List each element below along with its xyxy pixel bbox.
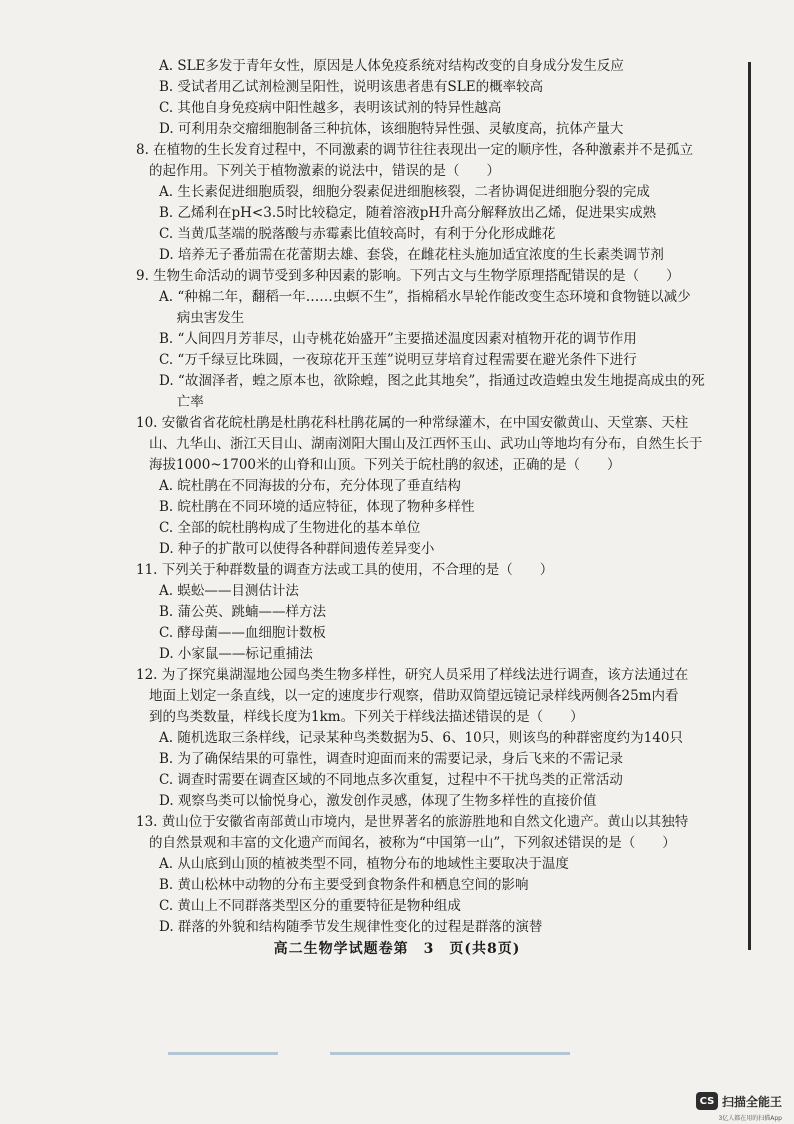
answer-option: C. 当黄瓜茎端的脱落酸与赤霉素比值较高时，有利于分化形成雌花 bbox=[159, 226, 556, 242]
answer-option: D. 观察鸟类可以愉悦身心，激发创作灵感，体现了生物多样性的直接价值 bbox=[159, 793, 597, 809]
question-text-continued: 地面上划定一条直线，以一定的速度步行观察，借助双筒望远镜记录样线两侧各25m内看 bbox=[149, 688, 679, 704]
answer-option: 亡率 bbox=[159, 394, 204, 410]
answer-option: D. 小家鼠——标记重捕法 bbox=[159, 646, 313, 662]
question-stem: 10. 安徽省省花皖杜鹃是杜鹃花科杜鹃花属的一种常绿灌木，在中国安徽黄山、天堂寨、天柱 bbox=[136, 415, 689, 431]
answer-option: D. “故涸泽者，蝗之原本也，欲除蝗，图之此其地矣”，指通过改造蝗虫发生地提高成虫的死 bbox=[159, 373, 705, 389]
scanner-watermark bbox=[696, 1092, 782, 1110]
answer-option: D. 种子的扩散可以使得各种群间遗传差异变小 bbox=[159, 541, 435, 557]
answer-option: A. 从山底到山顶的植被类型不同，植物分布的地域性主要取决于温度 bbox=[159, 856, 569, 872]
answer-option: A. 蜈蚣——目测估计法 bbox=[159, 583, 299, 599]
answer-option: B. 乙烯利在pH<3.5时比较稳定，随着溶液pH升高分解释放出乙烯，促进果实成熟 bbox=[159, 205, 657, 221]
answer-option: C. 酵母菌——血细胞计数板 bbox=[159, 625, 326, 641]
answer-option: A. 皖杜鹃在不同海拔的分布，充分体现了垂直结构 bbox=[159, 478, 461, 494]
answer-option: C. 黄山上不同群落类型区分的重要特征是物种组成 bbox=[159, 898, 461, 914]
answer-option: A. 生长素促进细胞质裂，细胞分裂素促进细胞核裂，二者协调促进细胞分裂的完成 bbox=[159, 184, 650, 200]
question-stem: 11. 下列关于种群数量的调查方法或工具的使用，不合理的是（ ） bbox=[136, 562, 554, 578]
watermark-title: 扫描全能王 bbox=[721, 1094, 782, 1109]
answer-option: B. 为了确保结果的可靠性，调查时迎面而来的需要记录，身后飞来的不需记录 bbox=[159, 751, 624, 767]
question-text-continued: 到的鸟类数量，样线长度为1km。下列关于样线法描述错误的是（ ） bbox=[149, 709, 584, 725]
answer-option: C. 全部的皖杜鹃构成了生物进化的基本单位 bbox=[159, 520, 421, 536]
page-footer: 高二生物学试题卷第 3 页(共8页) bbox=[273, 941, 521, 957]
answer-option: B. 蒲公英、跳蝻——样方法 bbox=[159, 604, 327, 620]
question-text-continued: 山、九华山、浙江天目山、湖南浏阳大围山及江西怀玉山、武功山等地均有分布，自然生长于 bbox=[149, 436, 703, 452]
question-stem: 13. 黄山位于安徽省南部黄山市境内，是世界著名的旅游胜地和自然文化遗产。黄山以其独特 bbox=[136, 814, 689, 830]
question-text-continued: 的自然景观和丰富的文化遗产而闻名，被称为“中国第一山”，下列叙述错误的是（ ） bbox=[149, 835, 676, 851]
camscanner-logo-icon: CS bbox=[696, 1092, 718, 1110]
answer-option: A. “种棉二年，翻稻一年……虫螟不生”，指棉稻水旱轮作能改变生态环境和食物链以减少 bbox=[159, 289, 691, 305]
answer-option: D. 培养无子番茄需在花蕾期去雄、套袋，在雌花柱头施加适宜浓度的生长素类调节剂 bbox=[159, 247, 664, 263]
question-text-continued: 的起作用。下列关于植物激素的说法中，错误的是（ ） bbox=[149, 163, 500, 179]
scan-artifact bbox=[168, 1052, 278, 1055]
answer-option: B. 皖杜鹃在不同环境的适应特征，体现了物种多样性 bbox=[159, 499, 475, 515]
answer-option: C. 其他自身免疫病中阳性越多，表明该试剂的特异性越高 bbox=[159, 100, 502, 116]
answer-option: D. 群落的外貌和结构随季节发生规律性变化的过程是群落的演替 bbox=[159, 919, 543, 935]
question-stem: 8. 在植物的生长发育过程中，不同激素的调节往往表现出一定的顺序性，各种激素并不是孤立 bbox=[136, 142, 694, 158]
question-stem: 12. 为了探究巢湖湿地公园鸟类生物多样性，研究人员采用了样线法进行调查，该方法通过在 bbox=[136, 667, 689, 683]
question-content bbox=[136, 56, 742, 938]
answer-option: B. 受试者用乙试剂检测呈阳性，说明该患者患有SLE的概率较高 bbox=[159, 79, 544, 95]
answer-option: A. 随机选取三条样线，记录某种鸟类数据为5、6、10只，则该鸟的种群密度约为140只 bbox=[159, 730, 683, 746]
answer-option: A. SLE多发于青年女性，原因是人体免疫系统对结构改变的自身成分发生反应 bbox=[159, 58, 624, 74]
answer-option: C. 调查时需要在调查区域的不同地点多次重复，过程中不干扰鸟类的正常活动 bbox=[159, 772, 623, 788]
answer-option: D. 可利用杂交瘤细胞制备三种抗体，该细胞特异性强、灵敏度高，抗体产量大 bbox=[159, 121, 624, 137]
watermark-subtitle: 3亿人都在用的扫描App bbox=[718, 1115, 782, 1122]
answer-option: B. “人间四月芳菲尽，山寺桃花始盛开”主要描述温度因素对植物开花的调节作用 bbox=[159, 331, 637, 347]
scan-artifact bbox=[330, 1052, 570, 1055]
question-stem: 9. 生物生命活动的调节受到多种因素的影响。下列古文与生物学原理搭配错误的是（ ） bbox=[136, 268, 680, 284]
page-edge bbox=[748, 62, 751, 950]
answer-option: B. 黄山松林中动物的分布主要受到食物条件和栖息空间的影响 bbox=[159, 877, 529, 893]
question-text-continued: 海拔1000~1700米的山脊和山顶。下列关于皖杜鹃的叙述，正确的是（ ） bbox=[149, 457, 621, 473]
answer-option: 病虫害发生 bbox=[159, 310, 245, 326]
answer-option: C. “万千绿豆比珠圆，一夜琼花开玉莲”说明豆芽培育过程需要在避光条件下进行 bbox=[159, 352, 637, 368]
